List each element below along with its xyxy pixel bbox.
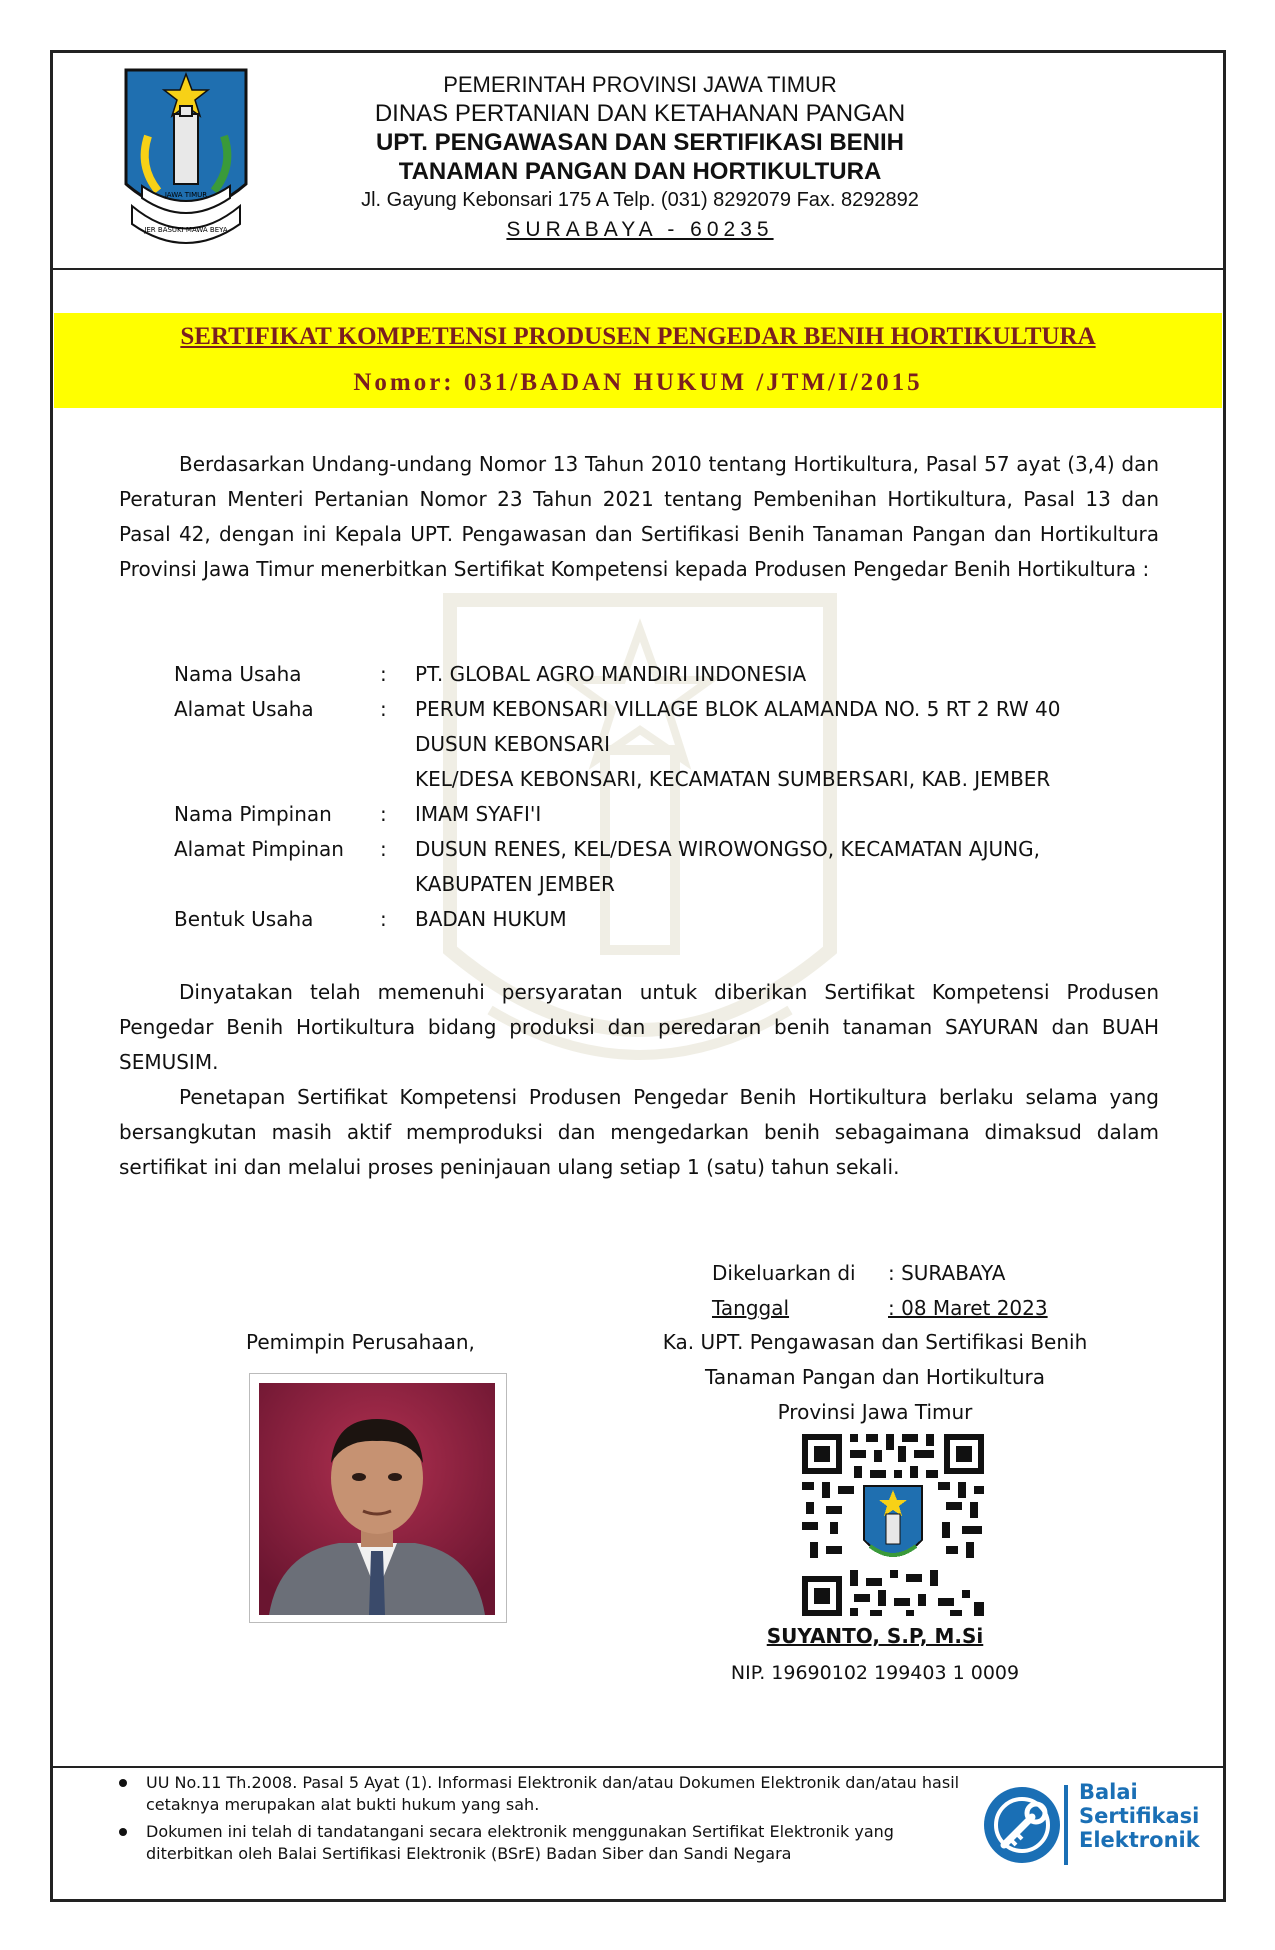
field-row: Nama Usaha : PT. GLOBAL AGRO MANDIRI INDONESIA <box>174 657 1175 692</box>
official-title: Ka. UPT. Pengawasan dan Sertifikasi Benih Tanaman Pangan dan Hortikultura Provinsi Jawa Timur <box>662 1330 1088 1424</box>
signer-nip: NIP. 19690102 199403 1 0009 <box>730 1662 1020 1684</box>
header-department: DINAS PERTANIAN DAN KETAHANAN PANGAN <box>374 100 906 127</box>
certificate-title: SERTIFIKAT KOMPETENSI PRODUSEN PENGEDAR BENIH HORTIKULTURA <box>180 323 1096 350</box>
field-row: Alamat Usaha : PERUM KEBONSARI VILLAGE BLOK ALAMANDA NO. 5 RT 2 RW 40 DUSUN KEBONSARI KEL/DESA KEBONSARI, KECAMATAN SUMBERSARI, KAB. JEMBER <box>174 692 1175 797</box>
bsre-wordmark: Balai Sertifikasi Elektronik <box>1079 1780 1200 1852</box>
field-value: BADAN HUKUM <box>415 907 567 931</box>
list-item: Dokumen ini telah di tandatangani secara elektronik menggunakan Sertifikat Elektronik yang diterbitkan oleh Balai Sertifikasi Elektronik (BSrE) Badan Siber dan Sandi Negara <box>114 1821 964 1865</box>
header-government: PEMERINTAH PROVINSI JAWA TIMUR <box>443 72 837 97</box>
header-unit: UPT. PENGAWASAN DAN SERTIFIKASI BENIH <box>375 129 905 156</box>
field-label: Alamat Usaha <box>174 697 314 721</box>
letterhead <box>280 70 1000 244</box>
svg-text:JER BASUKI MAWA BEYA: JER BASUKI MAWA BEYA <box>144 226 228 234</box>
field-row: Nama Pimpinan : IMAM SYAFI'I <box>174 797 1175 832</box>
footer-divider <box>53 1766 1223 1768</box>
field-label: Alamat Pimpinan <box>174 837 344 861</box>
issuance-details <box>712 1256 1048 1326</box>
header-unit-line2: TANAMAN PANGAN DAN HORTIKULTURA <box>398 158 882 185</box>
signature-qr-code <box>798 1430 988 1620</box>
list-item: UU No.11 Th.2008. Pasal 5 Ayat (1). Informasi Elektronik dan/atau Dokumen Elektronik dan/atau hasil cetaknya merupakan alat bukti hukum yang sah. <box>114 1772 964 1816</box>
field-value: KABUPATEN JEMBER <box>415 872 615 896</box>
leader-label: Pemimpin Perusahaan, <box>246 1330 475 1354</box>
issued-date-value: : 08 Maret 2023 <box>888 1296 1048 1320</box>
bullet-icon <box>119 1828 127 1836</box>
field-row: Alamat Pimpinan : DUSUN RENES, KEL/DESA WIROWONGSO, KECAMATAN AJUNG, KABUPATEN JEMBER <box>174 832 1175 902</box>
certificate-number: Nomor: 031/BADAN HUKUM /JTM/I/2015 <box>353 369 923 396</box>
validity-paragraph: Penetapan Sertifikat Kompetensi Produsen Pengedar Benih Hortikultura berlaku selama yang bersangkutan masih aktif memproduksi dan mengedarkan benih sebagaimana dimaksud dalam sertifikat ini dan melalui proses peninjauan ulang setiap 1 (satu) tahun sekali. <box>119 1085 1159 1179</box>
field-value: PT. GLOBAL AGRO MANDIRI INDONESIA <box>415 662 807 686</box>
signer-name: SUYANTO, S.P, M.Si <box>766 1624 984 1648</box>
header-address: Jl. Gayung Kebonsari 175 A Telp. (031) 8292079 Fax. 8292892 <box>361 189 919 211</box>
field-label: Bentuk Usaha <box>174 907 314 931</box>
field-value: DUSUN RENES, KEL/DESA WIROWONGSO, KECAMATAN AJUNG, <box>415 837 1040 861</box>
field-value: PERUM KEBONSARI VILLAGE BLOK ALAMANDA NO. 5 RT 2 RW 40 <box>415 697 1061 721</box>
issued-date-label: Tanggal <box>712 1296 790 1320</box>
field-value: DUSUN KEBONSARI <box>415 732 611 756</box>
field-row: Bentuk Usaha : BADAN HUKUM <box>174 902 1175 937</box>
company-details <box>174 657 1175 937</box>
legal-notes <box>114 1772 964 1870</box>
bsre-logo-icon <box>982 1777 1070 1869</box>
issued-place-label: Dikeluarkan di <box>712 1261 856 1285</box>
statement-paragraph: Dinyatakan telah memenuhi persyaratan untuk diberikan Sertifikat Kompetensi Produsen Pengedar Benih Hortikultura bidang produksi dan peredaran benih tanaman SAYURAN dan BUAH SEMUSIM. <box>119 980 1159 1074</box>
intro-paragraph: Berdasarkan Undang-undang Nomor 13 Tahun 2010 tentang Hortikultura, Pasal 57 ayat (3,4) dan Peraturan Menteri Pertanian Nomor 23 Tahun 2021 tentang Pembenihan Hortikultura, Pasal 13 dan Pasal 42, dengan ini Kepala UPT. Pengawasan dan Sertifikasi Benih Tanaman Pangan dan Hortikultura Provinsi Jawa Timur menerbitkan Sertifikat Kompetensi kepada Produsen Pengedar Benih Hortikultura : <box>119 452 1159 581</box>
svg-text:JAWA TIMUR: JAWA TIMUR <box>164 191 208 199</box>
field-label: Nama Pimpinan <box>174 802 332 826</box>
header-divider <box>53 268 1223 270</box>
issued-place-value: : SURABAYA <box>888 1261 1006 1285</box>
bullet-icon <box>119 1779 127 1787</box>
field-value: IMAM SYAFI'I <box>415 802 542 826</box>
header-city: SURABAYA - 60235 <box>506 218 774 241</box>
leader-photo <box>259 1383 495 1615</box>
field-label: Nama Usaha <box>174 662 302 686</box>
jawa-timur-emblem-icon <box>118 66 254 246</box>
certificate-banner <box>54 313 1222 408</box>
field-value: KEL/DESA KEBONSARI, KECAMATAN SUMBERSARI, KAB. JEMBER <box>415 767 1051 791</box>
